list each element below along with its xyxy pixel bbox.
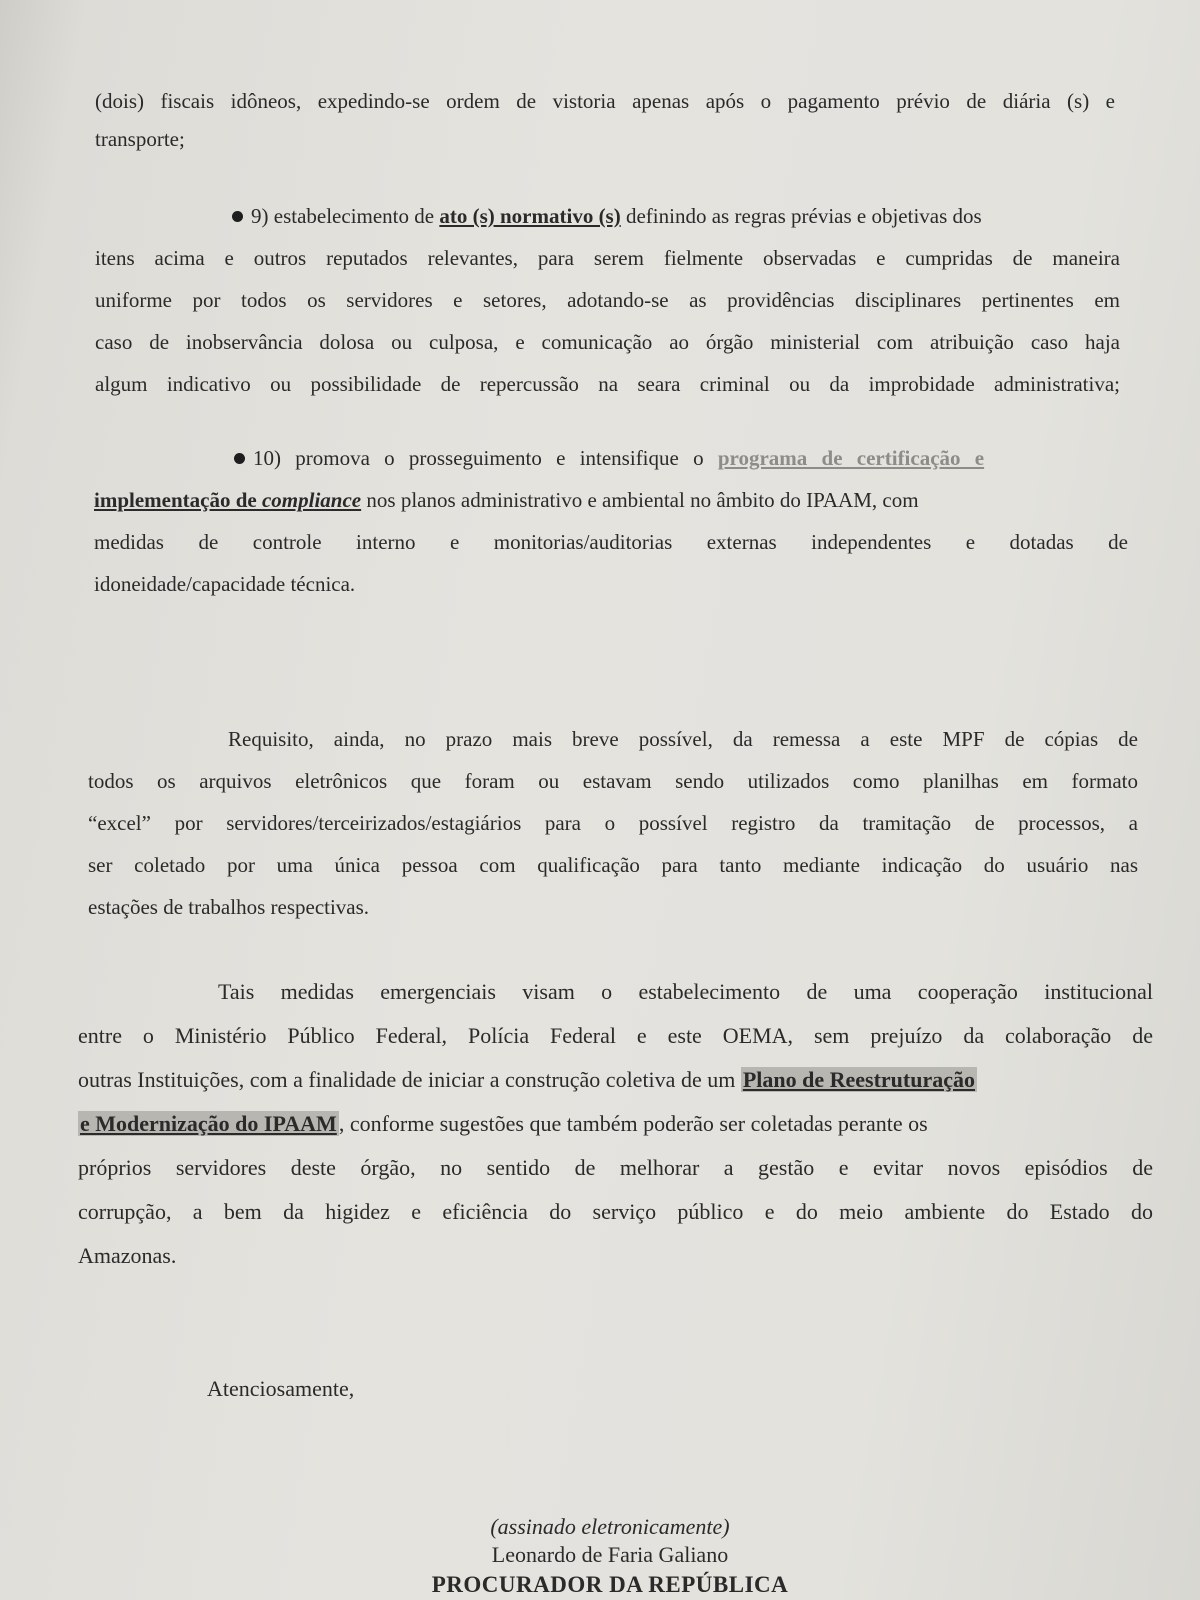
list-item-10 — [94, 437, 1128, 605]
text-line: Requisito, ainda, no prazo mais breve possível, da remessa a este MPF de cópias de — [228, 727, 1138, 751]
text-line: entre o Ministério Público Federal, Polícia Federal e este OEMA, sem prejuízo da colaboração de — [78, 1023, 1153, 1048]
text-line: ser coletado por uma única pessoa com qualificação para tanto mediante indicação do usuário nas — [88, 853, 1138, 877]
text-line: Amazonas. — [78, 1243, 177, 1268]
text-line: corrupção, a bem da higidez e eficiência do serviço público e do meio ambiente do Estado do — [78, 1199, 1153, 1224]
item10-emphasis-2b: compliance — [261, 488, 362, 512]
text-line: transporte; — [95, 127, 185, 151]
signer-title: PROCURADOR DA REPÚBLICA — [431, 1572, 789, 1597]
list-item-9 — [95, 195, 1120, 405]
item10-emphasis-2a: implementação de — [94, 488, 262, 512]
item9-emphasis: ato (s) normativo (s) — [439, 204, 621, 228]
closing — [207, 1376, 607, 1402]
item10-emphasis-1: programa de certificação e — [717, 446, 985, 470]
plan-title-highlight-2: e Modernização do IPAAM — [80, 1111, 337, 1136]
text-line — [94, 479, 1128, 521]
bullet-icon — [234, 453, 245, 464]
text-line — [78, 1102, 1153, 1146]
text-line: idoneidade/capacidade técnica. — [94, 572, 356, 596]
text-line: (dois) fiscais idôneos, expedindo-se ordem de vistoria apenas após o pagamento prévio de diária (s) e — [95, 89, 1115, 113]
item9-rest: definindo as regras prévias e objetivas dos — [620, 204, 982, 228]
text-line: Tais medidas emergenciais visam o estabelecimento de uma cooperação institucional — [218, 979, 1153, 1004]
tais-l4b: , conforme sugestões que também poderão ser coletadas perante os — [338, 1111, 928, 1136]
tais-l3a: outras Instituições, com a finalidade de iniciar a construção coletiva de um — [78, 1067, 741, 1092]
signature-note: (assinado eletronicamente) — [490, 1514, 730, 1539]
text-line: itens acima e outros reputados relevantes, para serem fielmente observadas e cumpridas de maneira — [95, 246, 1120, 270]
plan-title-highlight-1: Plano de Reestruturação — [742, 1067, 976, 1092]
text-line: estações de trabalhos respectivas. — [88, 895, 370, 919]
item9-prefix: 9) estabelecimento de — [251, 204, 440, 228]
text-line: uniforme por todos os servidores e setores, adotando-se as providências disciplinares pertinentes em — [95, 288, 1120, 312]
text-line — [94, 437, 1128, 479]
text-line: “excel” por servidores/terceirizados/estagiários para o possível registro da tramitação de processos, a — [88, 811, 1138, 835]
closing-text: Atenciosamente, — [207, 1376, 355, 1401]
item10-prefix: 10) promova o prosseguimento e intensifique o — [253, 446, 718, 470]
text-line: caso de inobservância dolosa ou culposa, e comunicação ao órgão ministerial com atribuição caso haja — [95, 330, 1120, 354]
text-line: todos os arquivos eletrônicos que foram ou estavam sendo utilizados como planilhas em formato — [88, 769, 1138, 793]
text-line: medidas de controle interno e monitorias/auditorias externas independentes e dotadas de — [94, 530, 1128, 554]
paragraph-tais-medidas — [78, 970, 1153, 1278]
signer-name: Leonardo de Faria Galiano — [491, 1542, 729, 1567]
text-line: próprios servidores deste órgão, no sentido de melhorar a gestão e evitar novos episódios de — [78, 1155, 1153, 1180]
text-line — [95, 195, 1120, 237]
bullet-icon — [232, 211, 243, 222]
item10-rest: nos planos administrativo e ambiental no âmbito do IPAAM, com — [361, 488, 919, 512]
paragraph-continuation — [95, 80, 1115, 160]
paragraph-requisito — [88, 718, 1138, 928]
text-line: algum indicativo ou possibilidade de repercussão na seara criminal ou da improbidade administrativa; — [95, 372, 1120, 396]
text-line — [78, 1058, 1153, 1102]
